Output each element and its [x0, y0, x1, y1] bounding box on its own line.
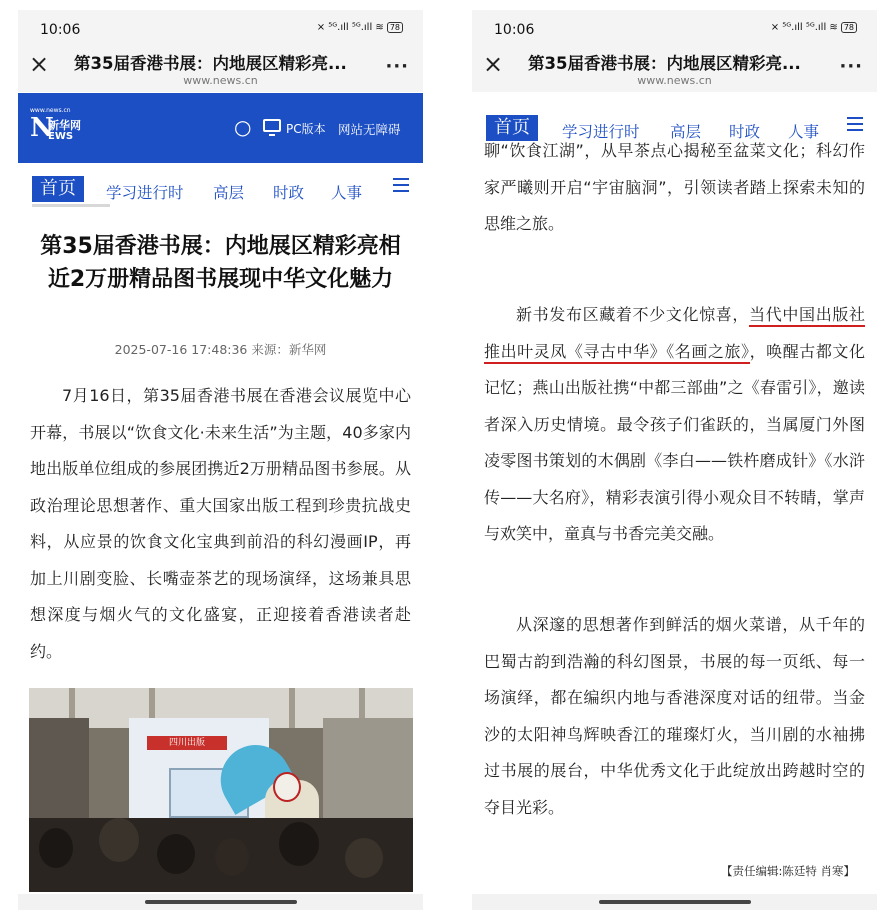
page-title: 第35届香港书展：内地展区精彩亮...	[74, 54, 347, 73]
article-headline: 第35届香港书展：内地展区精彩亮相 近2万册精品图书展现中华文化魅力	[40, 234, 401, 292]
status-time: 10:06	[40, 22, 81, 38]
photo-booth-sign: 四川出版	[147, 736, 227, 750]
article-meta: 2025-07-16 17:48:36 来源：新华网	[114, 342, 327, 357]
menu-icon[interactable]	[393, 178, 409, 196]
article-paragraph: 从深邃的思想著作到鲜活的烟火菜谱，从千年的巴蜀古韵到浩瀚的科幻图景，书展的每一页纸、每一场演绎，都在编织内地与香港深度对话的纽带。当金沙的太阳神鸟辉映香江的璀璨灯火，当川剧的水袖拂过书展的展台，中华优秀文化于此绽放出跨越时空的夺目光彩。	[484, 615, 865, 817]
nav-tabs	[18, 168, 423, 212]
page-title: 第35届香港书展：内地展区精彩亮...	[528, 54, 801, 73]
page-url: www.news.cn	[183, 74, 258, 87]
home-indicator[interactable]	[145, 900, 297, 904]
browser-bar	[472, 42, 877, 92]
left-screen	[18, 10, 423, 910]
right-screen	[472, 10, 877, 910]
status-bar	[472, 10, 877, 42]
tab-study[interactable]: 学习进行时	[106, 184, 184, 202]
article-photo	[29, 688, 413, 892]
close-icon[interactable]: ×	[28, 50, 50, 78]
article-paragraph: 新书发布区藏着不少文化惊喜，当代中国出版社推出叶灵凤《寻古中华》《名画之旅》，唤醒古都文化记忆；燕山出版社携“中都三部曲”之《春雷引》，邀读者深入历史情境。最令孩子们雀跃的，当属厦门外图凌零图书策划的木偶剧《李白——铁杵磨成针》《水浒传——大名府》，精彩表演引得小观众目不转睛，掌声与欢笑中，童真与书香完美交融。	[484, 305, 865, 543]
battery-icon: 78	[841, 22, 857, 33]
tab-scroll-indicator	[32, 204, 110, 207]
article-paragraph: 7月16日，第35届香港书展在香港会议展览中心开幕，书展以“饮食文化·未来生活”为主题，40多家内地出版单位组成的参展团携近2万册精品图书参展。从政治理论思想著作、重大国家出版工程到珍贵抗战史料，从应景的饮食文化宝典到前沿的科幻漫画IP，再加上川剧变脸、长嘴壶茶艺的现场演绎，这场兼具思想深度与烟火气的文化盛宴，正迎接着香港读者赴约。	[30, 386, 411, 661]
close-icon[interactable]: ×	[482, 50, 504, 78]
tab-personnel[interactable]: 人事	[788, 123, 820, 141]
article-paragraph: 聊“饮食江湖”，从早茶点心揭秘至盆菜文化；科幻作家严曦则开启“宇宙脑洞”，引领读者踏上探索未知的思维之旅。	[484, 141, 865, 233]
more-options-icon[interactable]: ···	[839, 56, 863, 77]
tab-politics[interactable]: 时政	[729, 123, 761, 141]
search-icon[interactable]: ○	[234, 115, 252, 139]
tab-home[interactable]: 首页	[32, 176, 84, 202]
pc-version-link[interactable]: PC版本	[286, 122, 326, 136]
status-icons	[771, 22, 857, 33]
signal-icon: ⨯ ⁵ᴳ.ıll ⁵ᴳ.ıll ≋	[316, 22, 384, 33]
status-time: 10:06	[494, 22, 535, 38]
tab-leadership[interactable]: 高层	[670, 123, 702, 141]
tab-home[interactable]: 首页	[486, 115, 538, 141]
accessibility-link[interactable]: 网站无障碍	[338, 122, 401, 137]
highlighted-text: 当代中国出版社推出叶灵凤《寻古中华》《名画之旅》	[484, 305, 865, 364]
status-bar	[18, 10, 423, 42]
battery-icon: 78	[387, 22, 403, 33]
signal-icon: ⨯ ⁵ᴳ.ıll ⁵ᴳ.ıll ≋	[770, 22, 838, 33]
tab-personnel[interactable]: 人事	[331, 184, 363, 202]
browser-bar	[18, 42, 423, 92]
xinhua-logo[interactable]: www.news.cn N 新华网 EWS	[30, 107, 81, 143]
status-icons	[317, 22, 403, 33]
tab-study[interactable]: 学习进行时	[562, 123, 640, 141]
monitor-icon[interactable]	[263, 119, 281, 132]
more-options-icon[interactable]: ···	[385, 56, 409, 77]
editor-credit: 【责任编辑:陈廷特 肖寒】	[720, 864, 855, 878]
page-url: www.news.cn	[637, 74, 712, 87]
tab-leadership[interactable]: 高层	[213, 184, 245, 202]
tab-politics[interactable]: 时政	[273, 184, 305, 202]
home-indicator[interactable]	[599, 900, 751, 904]
site-header	[18, 93, 423, 163]
